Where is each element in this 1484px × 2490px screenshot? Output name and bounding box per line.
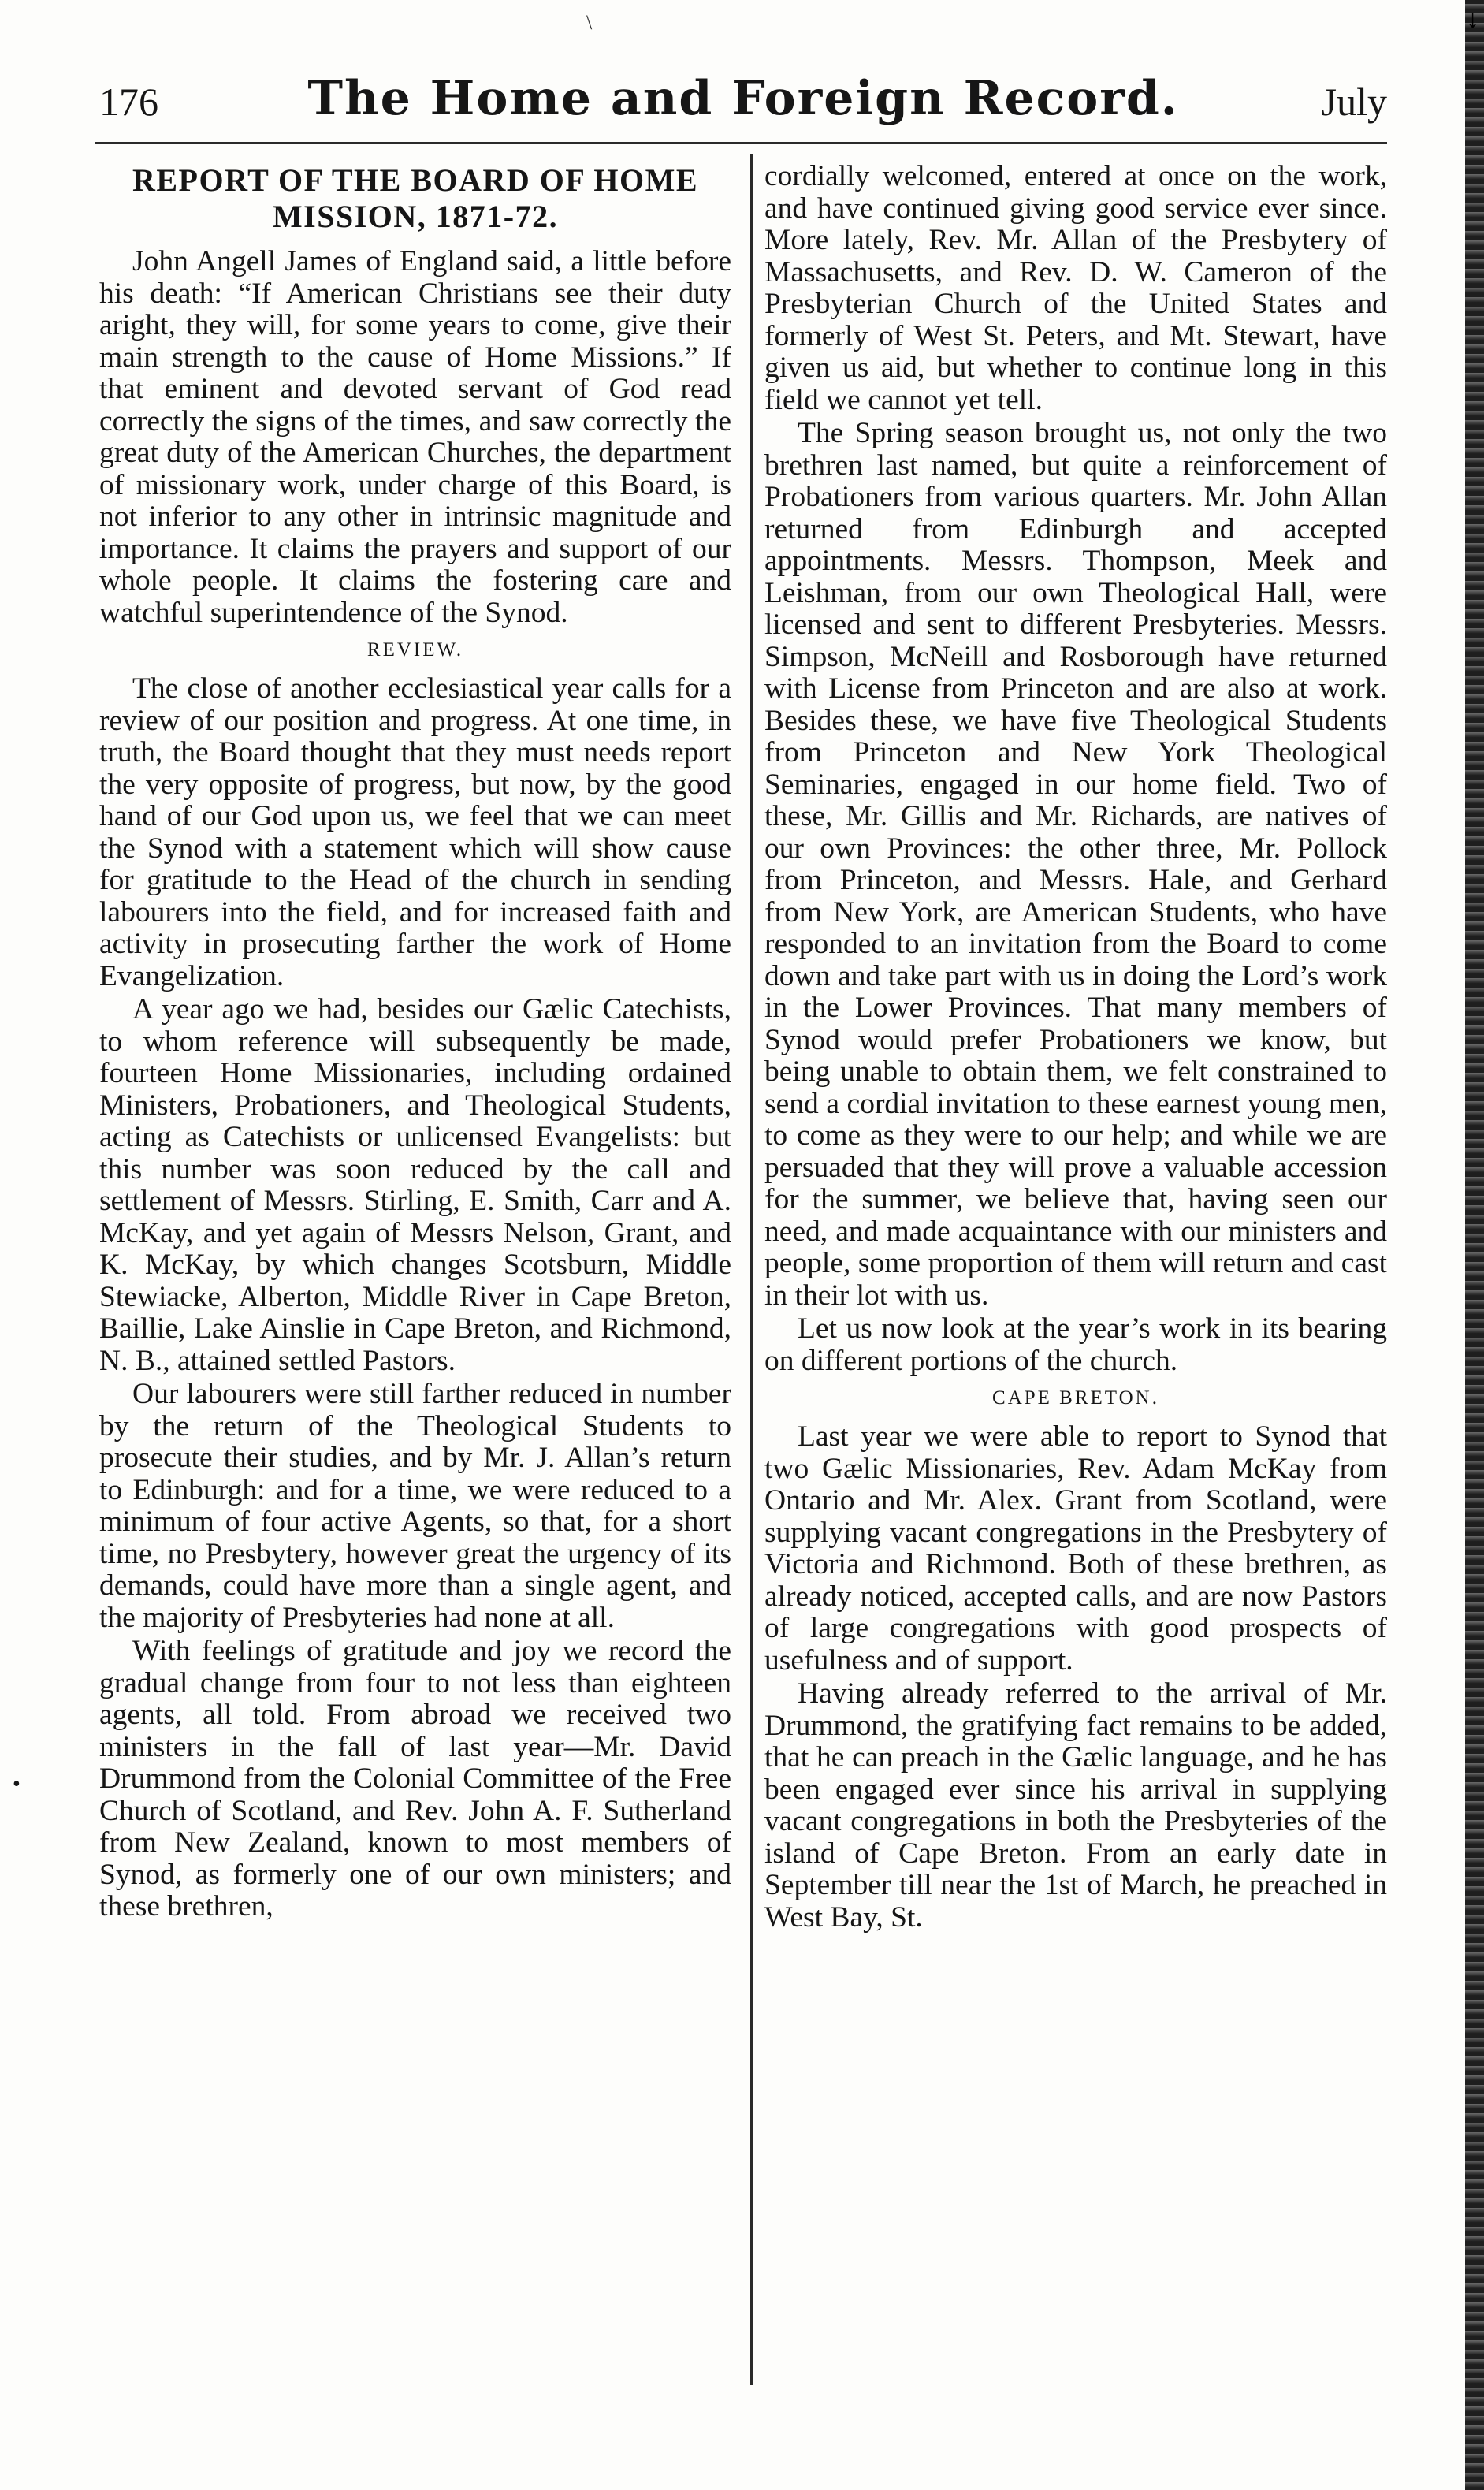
article-title: REPORT OF THE BOARD OF HOME MISSION, 1871-72. <box>132 162 699 234</box>
header-rule <box>95 142 1387 144</box>
scan-edge-strip <box>1465 0 1484 2490</box>
cape-breton-paragraph-2: Having already referred to the arrival of Mr. Drummond, the gratifying fact remains to be added, that he can preach in the Gælic language, and he has been engaged ever since his arrival in supplying vacant congregations in both the Presbyteries of the island of Cape Breton. From an early date in September till near the 1st of March, he preached in West Bay, St. <box>764 1677 1387 1934</box>
review-paragraph-2: A year ago we had, besides our Gælic Catechists, to whom reference will subsequently be made, fourteen Home Missionaries, including ordained Ministers, Probationers, and Theological Students, acting as Catechists or unlicensed Evangelists: but this number was soon reduced by the call and settlement of Messrs. Stirling, E. Smith, Carr and A. McKay, and yet again of Messrs Nelson, Grant, and K. McKay, by which changes Scotsburn, Middle Stewiacke, Alberton, Middle River in Cape Breton, Baillie, Lake Ainslie in Cape Breton, and Richmond, N. B., attained settled Pastors. <box>99 993 731 1377</box>
right-column <box>764 161 1387 1935</box>
margin-dot-mark: • <box>13 1772 20 1796</box>
review-paragraph-3: Our labourers were still farther reduced in number by the return of the Theological Students to prosecute their studies, and by Mr. J. Allan’s return to Edinburgh: and for a time, we were reduced to a minimum of four active Agents, so that, for a short time, no Presbytery, however great the urgency of its demands, could have more than a single agent, and the majority of Presbyteries had none at all. <box>99 1378 731 1634</box>
review-heading: REVIEW. <box>366 639 464 661</box>
cape-breton-paragraph-1: Last year we were able to report to Synod that two Gælic Missionaries, Rev. Adam McKay from Ontario and Mr. Alex. Grant from Scotland, were supplying vacant congregations in the Presbytery of Victoria and Richmond. Both of these brethren, as already noticed, accepted calls, and are now Pastors of large congregations with good prospects of usefulness and of support. <box>764 1420 1387 1677</box>
spring-paragraph: The Spring season brought us, not only the two brethren last named, but quite a reinforcement of Probationers from various quarters. Mr. John Allan returned from Edinburgh and accepted appointments. Messrs. Thompson, Meek and Leishman, from our own Theological Hall, were licensed and sent to different Presbyteries. Messrs. Simpson, McNeill and Rosborough have returned with License from Princeton and are also at work. Besides these, we have five Theological Students from Princeton and New York Theological Seminaries, engaged in our home field. Two of these, Mr. Gillis and Mr. Richards, are natives of our own Provinces: the other three, Mr. Pollock from Princeton, and Messrs. Hale, and Gerhard from New York, are American Students, who have responded to an invitation from the Board to come down and take part with us in doing the Lord’s work in the Lower Provinces. That many members of Synod would prefer Probationers we know, but being unable to obtain them, we felt constrained to send a cordial invitation to these earnest young men, to come as they were to our help; and while we are persuaded that they will prove a valuable accession for the summer, we believe that, having seen our need, and made acquaintance with our ministers and people, some proportion of them will return and cast in their lot with us. <box>764 417 1387 1312</box>
cape-breton-heading: CAPE BRETON. <box>992 1387 1159 1409</box>
page-number: 176 <box>99 80 158 124</box>
transition-paragraph: Let us now look at the year’s work in its bearing on different portions of the church. <box>764 1312 1387 1377</box>
review-paragraph-4: With feelings of gratitude and joy we record the gradual change from four to not less than eighteen agents, all told. From abroad we received two ministers in the fall of last year—Mr. David Drummond from the Colonial Committee of the Free Church of Scotland, and Rev. John A. F. Sutherland from New Zealand, known to most members of Synod, as formerly one of our own ministers; and these brethren, <box>99 1635 731 1922</box>
left-column <box>99 161 731 1925</box>
running-title: The Home and Foreign Record. <box>307 71 1179 126</box>
continued-paragraph: cordially welcomed, entered at once on the work, and have continued giving good service ever since. More lately, Rev. Mr. Allan of the Presbytery of Massachusetts, and Rev. D. W. Cameron of the Presbyterian Church of the United States and formerly of West St. Peters, and Mt. Stewart, have given us aid, but whether to continue long in this field we cannot yet tell. <box>764 160 1387 416</box>
review-paragraph-1: The close of another ecclesiastical year calls for a review of our position and progress. At one time, in truth, the Board thought that they must needs report the very opposite of progress, but now, by the good hand of our God upon us, we feel that we can meet the Synod with a statement which will show cause for gratitude to the Head of the church in sending labourers into the field, and for increased faith and activity in prosecuting farther the work of Home Evangelization. <box>99 672 731 992</box>
intro-paragraph: John Angell James of England said, a little before his death: “If American Christians see their duty aright, they will, for some years to come, give their main strength to the cause of Home Missions.” If that eminent and devoted servant of God read correctly the signs of the times, and saw correctly the great duty of the American Churches, the department of missionary work, under charge of this Board, is not inferior to any other in intrinsic magnitude and importance. It claims the prayers and support of our whole people. It claims the fostering care and watchful superintendence of the Synod. <box>99 245 731 629</box>
column-divider <box>750 154 753 2385</box>
page-header <box>99 68 1387 139</box>
issue-month: July <box>1321 80 1387 124</box>
arrow-down-icon: ↓ <box>1466 5 1479 34</box>
margin-tick-mark: \ <box>586 11 593 34</box>
